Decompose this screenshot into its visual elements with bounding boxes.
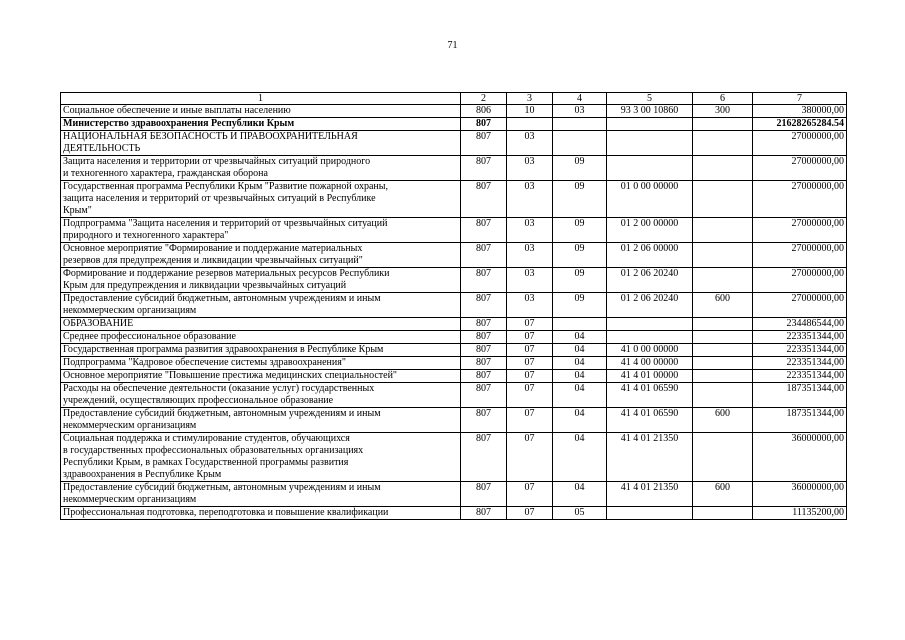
expense-name-cell: Государственная программа Республики Крым "Развитие пожарной охраны, защита населения и территорий от чрезвычайных ситуаций в Республике Крым" <box>61 181 461 218</box>
amount-cell: 27000000,00 <box>753 268 847 293</box>
expense-name-cell: Профессиональная подготовка, переподготовка и повышение квалификации <box>61 507 461 520</box>
subsection-code-cell <box>553 318 607 331</box>
expense-name-cell: Защита населения и территории от чрезвычайных ситуаций природного и техногенного характера, гражданская оборона <box>61 156 461 181</box>
expense-name-cell: Министерство здравоохранения Республики Крым <box>61 118 461 131</box>
target-article-cell <box>607 156 693 181</box>
expense-name-cell: Расходы на обеспечение деятельности (оказание услуг) государственных учреждений, осуществляющих профессиональное образование <box>61 383 461 408</box>
ministry-code-cell: 807 <box>461 268 507 293</box>
expense-name-cell: Предоставление субсидий бюджетным, автономным учреждениям и иным некоммерческим организациям <box>61 482 461 507</box>
ministry-code-cell: 807 <box>461 408 507 433</box>
header-cell: 6 <box>693 93 753 105</box>
table-row <box>61 331 847 344</box>
target-article-cell: 01 2 00 00000 <box>607 218 693 243</box>
amount-cell: 21628265284.54 <box>753 118 847 131</box>
table-row <box>61 482 847 507</box>
subsection-code-cell: 09 <box>553 218 607 243</box>
section-code-cell: 07 <box>507 344 553 357</box>
target-article-cell: 41 4 01 21350 <box>607 482 693 507</box>
target-article-cell: 41 4 01 06590 <box>607 408 693 433</box>
table-body <box>61 93 847 520</box>
subsection-code-cell <box>553 118 607 131</box>
expense-name-cell: Подпрограмма "Защита населения и территорий от чрезвычайных ситуаций природного и техногенного характера" <box>61 218 461 243</box>
ministry-code-cell: 807 <box>461 344 507 357</box>
ministry-code-cell: 807 <box>461 118 507 131</box>
target-article-cell <box>607 331 693 344</box>
section-code-cell: 07 <box>507 433 553 482</box>
ministry-code-cell: 807 <box>461 331 507 344</box>
amount-cell: 223351344,00 <box>753 344 847 357</box>
expense-name-cell: ОБРАЗОВАНИЕ <box>61 318 461 331</box>
expense-name-cell: Подпрограмма "Кадровое обеспечение системы здравоохранения" <box>61 357 461 370</box>
subsection-code-cell <box>553 131 607 156</box>
subsection-code-cell: 04 <box>553 433 607 482</box>
expense-name-cell: Государственная программа развития здравоохранения в Республике Крым <box>61 344 461 357</box>
amount-cell: 223351344,00 <box>753 331 847 344</box>
expense-type-cell <box>693 218 753 243</box>
expense-type-cell <box>693 243 753 268</box>
section-code-cell: 07 <box>507 383 553 408</box>
target-article-cell: 01 0 00 00000 <box>607 181 693 218</box>
amount-cell: 27000000,00 <box>753 181 847 218</box>
amount-cell: 223351344,00 <box>753 370 847 383</box>
expense-type-cell <box>693 383 753 408</box>
header-cell: 3 <box>507 93 553 105</box>
ministry-code-cell: 807 <box>461 370 507 383</box>
amount-cell: 36000000,00 <box>753 433 847 482</box>
target-article-cell <box>607 318 693 331</box>
expense-type-cell <box>693 156 753 181</box>
expense-name-cell: Основное мероприятие "Формирование и поддержание материальных резервов для предупреждения и ликвидации чрезвычайных ситуаций" <box>61 243 461 268</box>
expense-name-cell: Предоставление субсидий бюджетным, автономным учреждениям и иным некоммерческим организациям <box>61 408 461 433</box>
amount-cell: 187351344,00 <box>753 408 847 433</box>
expense-name-cell: Основное мероприятие "Повышение престижа медицинских специальностей" <box>61 370 461 383</box>
ministry-code-cell: 807 <box>461 507 507 520</box>
table-header-row <box>61 93 847 105</box>
expense-type-cell <box>693 181 753 218</box>
table-row <box>61 408 847 433</box>
subsection-code-cell: 04 <box>553 370 607 383</box>
section-code-cell: 03 <box>507 131 553 156</box>
table-row <box>61 131 847 156</box>
expense-type-cell <box>693 370 753 383</box>
subsection-code-cell: 09 <box>553 181 607 218</box>
target-article-cell: 01 2 06 20240 <box>607 293 693 318</box>
section-code-cell: 07 <box>507 482 553 507</box>
subsection-code-cell: 09 <box>553 243 607 268</box>
ministry-code-cell: 807 <box>461 131 507 156</box>
expense-type-cell <box>693 433 753 482</box>
amount-cell: 187351344,00 <box>753 383 847 408</box>
section-code-cell: 03 <box>507 218 553 243</box>
expense-name-cell: Формирование и поддержание резервов материальных ресурсов Республики Крым для предупреждения и ликвидации чрезвычайных ситуаций <box>61 268 461 293</box>
target-article-cell: 93 3 00 10860 <box>607 105 693 118</box>
ministry-code-cell: 807 <box>461 156 507 181</box>
header-cell: 4 <box>553 93 607 105</box>
expense-name-cell: Предоставление субсидий бюджетным, автономным учреждениям и иным некоммерческим организациям <box>61 293 461 318</box>
expense-type-cell <box>693 131 753 156</box>
ministry-code-cell: 806 <box>461 105 507 118</box>
ministry-code-cell: 807 <box>461 383 507 408</box>
table-row <box>61 344 847 357</box>
table-row <box>61 293 847 318</box>
expense-type-cell <box>693 507 753 520</box>
table-row <box>61 181 847 218</box>
subsection-code-cell: 04 <box>553 344 607 357</box>
target-article-cell <box>607 507 693 520</box>
subsection-code-cell: 09 <box>553 293 607 318</box>
subsection-code-cell: 04 <box>553 482 607 507</box>
target-article-cell: 01 2 06 20240 <box>607 268 693 293</box>
subsection-code-cell: 04 <box>553 331 607 344</box>
table-row <box>61 105 847 118</box>
budget-table <box>60 92 847 520</box>
table-row <box>61 357 847 370</box>
table-row <box>61 433 847 482</box>
table-row <box>61 218 847 243</box>
subsection-code-cell: 04 <box>553 357 607 370</box>
expense-name-cell: НАЦИОНАЛЬНАЯ БЕЗОПАСНОСТЬ И ПРАВООХРАНИТЕЛЬНАЯ ДЕЯТЕЛЬНОСТЬ <box>61 131 461 156</box>
table-row <box>61 318 847 331</box>
target-article-cell: 41 4 01 00000 <box>607 370 693 383</box>
target-article-cell <box>607 131 693 156</box>
target-article-cell: 41 0 00 00000 <box>607 344 693 357</box>
header-cell: 1 <box>61 93 461 105</box>
expense-name-cell: Социальная поддержка и стимулирование студентов, обучающихся в государственных профессиональных образовательных организациях Республики Крым, в рамках Государственной программы развития здравоохранения в Республике Крым <box>61 433 461 482</box>
section-code-cell <box>507 118 553 131</box>
section-code-cell: 07 <box>507 507 553 520</box>
target-article-cell <box>607 118 693 131</box>
expense-type-cell <box>693 318 753 331</box>
table-row <box>61 156 847 181</box>
amount-cell: 36000000,00 <box>753 482 847 507</box>
amount-cell: 223351344,00 <box>753 357 847 370</box>
target-article-cell: 41 4 01 06590 <box>607 383 693 408</box>
section-code-cell: 03 <box>507 293 553 318</box>
section-code-cell: 03 <box>507 181 553 218</box>
subsection-code-cell: 03 <box>553 105 607 118</box>
expense-type-cell <box>693 357 753 370</box>
amount-cell: 27000000,00 <box>753 218 847 243</box>
subsection-code-cell: 04 <box>553 383 607 408</box>
expense-name-cell: Социальное обеспечение и иные выплаты населению <box>61 105 461 118</box>
section-code-cell: 03 <box>507 243 553 268</box>
ministry-code-cell: 807 <box>461 482 507 507</box>
section-code-cell: 07 <box>507 331 553 344</box>
expense-type-cell: 600 <box>693 482 753 507</box>
expense-type-cell: 600 <box>693 408 753 433</box>
section-code-cell: 03 <box>507 156 553 181</box>
subsection-code-cell: 09 <box>553 156 607 181</box>
table-row <box>61 507 847 520</box>
ministry-code-cell: 807 <box>461 243 507 268</box>
expense-type-cell <box>693 268 753 293</box>
amount-cell: 380000,00 <box>753 105 847 118</box>
amount-cell: 27000000,00 <box>753 131 847 156</box>
table-row <box>61 370 847 383</box>
section-code-cell: 07 <box>507 357 553 370</box>
subsection-code-cell: 09 <box>553 268 607 293</box>
amount-cell: 27000000,00 <box>753 293 847 318</box>
ministry-code-cell: 807 <box>461 181 507 218</box>
section-code-cell: 07 <box>507 370 553 383</box>
header-cell: 7 <box>753 93 847 105</box>
table-row <box>61 383 847 408</box>
ministry-code-cell: 807 <box>461 433 507 482</box>
target-article-cell: 01 2 06 00000 <box>607 243 693 268</box>
header-cell: 5 <box>607 93 693 105</box>
section-code-cell: 03 <box>507 268 553 293</box>
expense-type-cell <box>693 344 753 357</box>
ministry-code-cell: 807 <box>461 293 507 318</box>
amount-cell: 234486544,00 <box>753 318 847 331</box>
subsection-code-cell: 04 <box>553 408 607 433</box>
section-code-cell: 07 <box>507 318 553 331</box>
header-cell: 2 <box>461 93 507 105</box>
expense-type-cell: 600 <box>693 293 753 318</box>
page-number: 71 <box>447 40 458 51</box>
expense-type-cell: 300 <box>693 105 753 118</box>
expense-type-cell <box>693 331 753 344</box>
ministry-code-cell: 807 <box>461 357 507 370</box>
amount-cell: 27000000,00 <box>753 243 847 268</box>
amount-cell: 11135200,00 <box>753 507 847 520</box>
section-code-cell: 10 <box>507 105 553 118</box>
expense-name-cell: Среднее профессиональное образование <box>61 331 461 344</box>
section-code-cell: 07 <box>507 408 553 433</box>
ministry-code-cell: 807 <box>461 318 507 331</box>
amount-cell: 27000000,00 <box>753 156 847 181</box>
table-row <box>61 268 847 293</box>
table-row <box>61 243 847 268</box>
subsection-code-cell: 05 <box>553 507 607 520</box>
table-row <box>61 118 847 131</box>
target-article-cell: 41 4 01 21350 <box>607 433 693 482</box>
target-article-cell: 41 4 00 00000 <box>607 357 693 370</box>
ministry-code-cell: 807 <box>461 218 507 243</box>
expense-type-cell <box>693 118 753 131</box>
